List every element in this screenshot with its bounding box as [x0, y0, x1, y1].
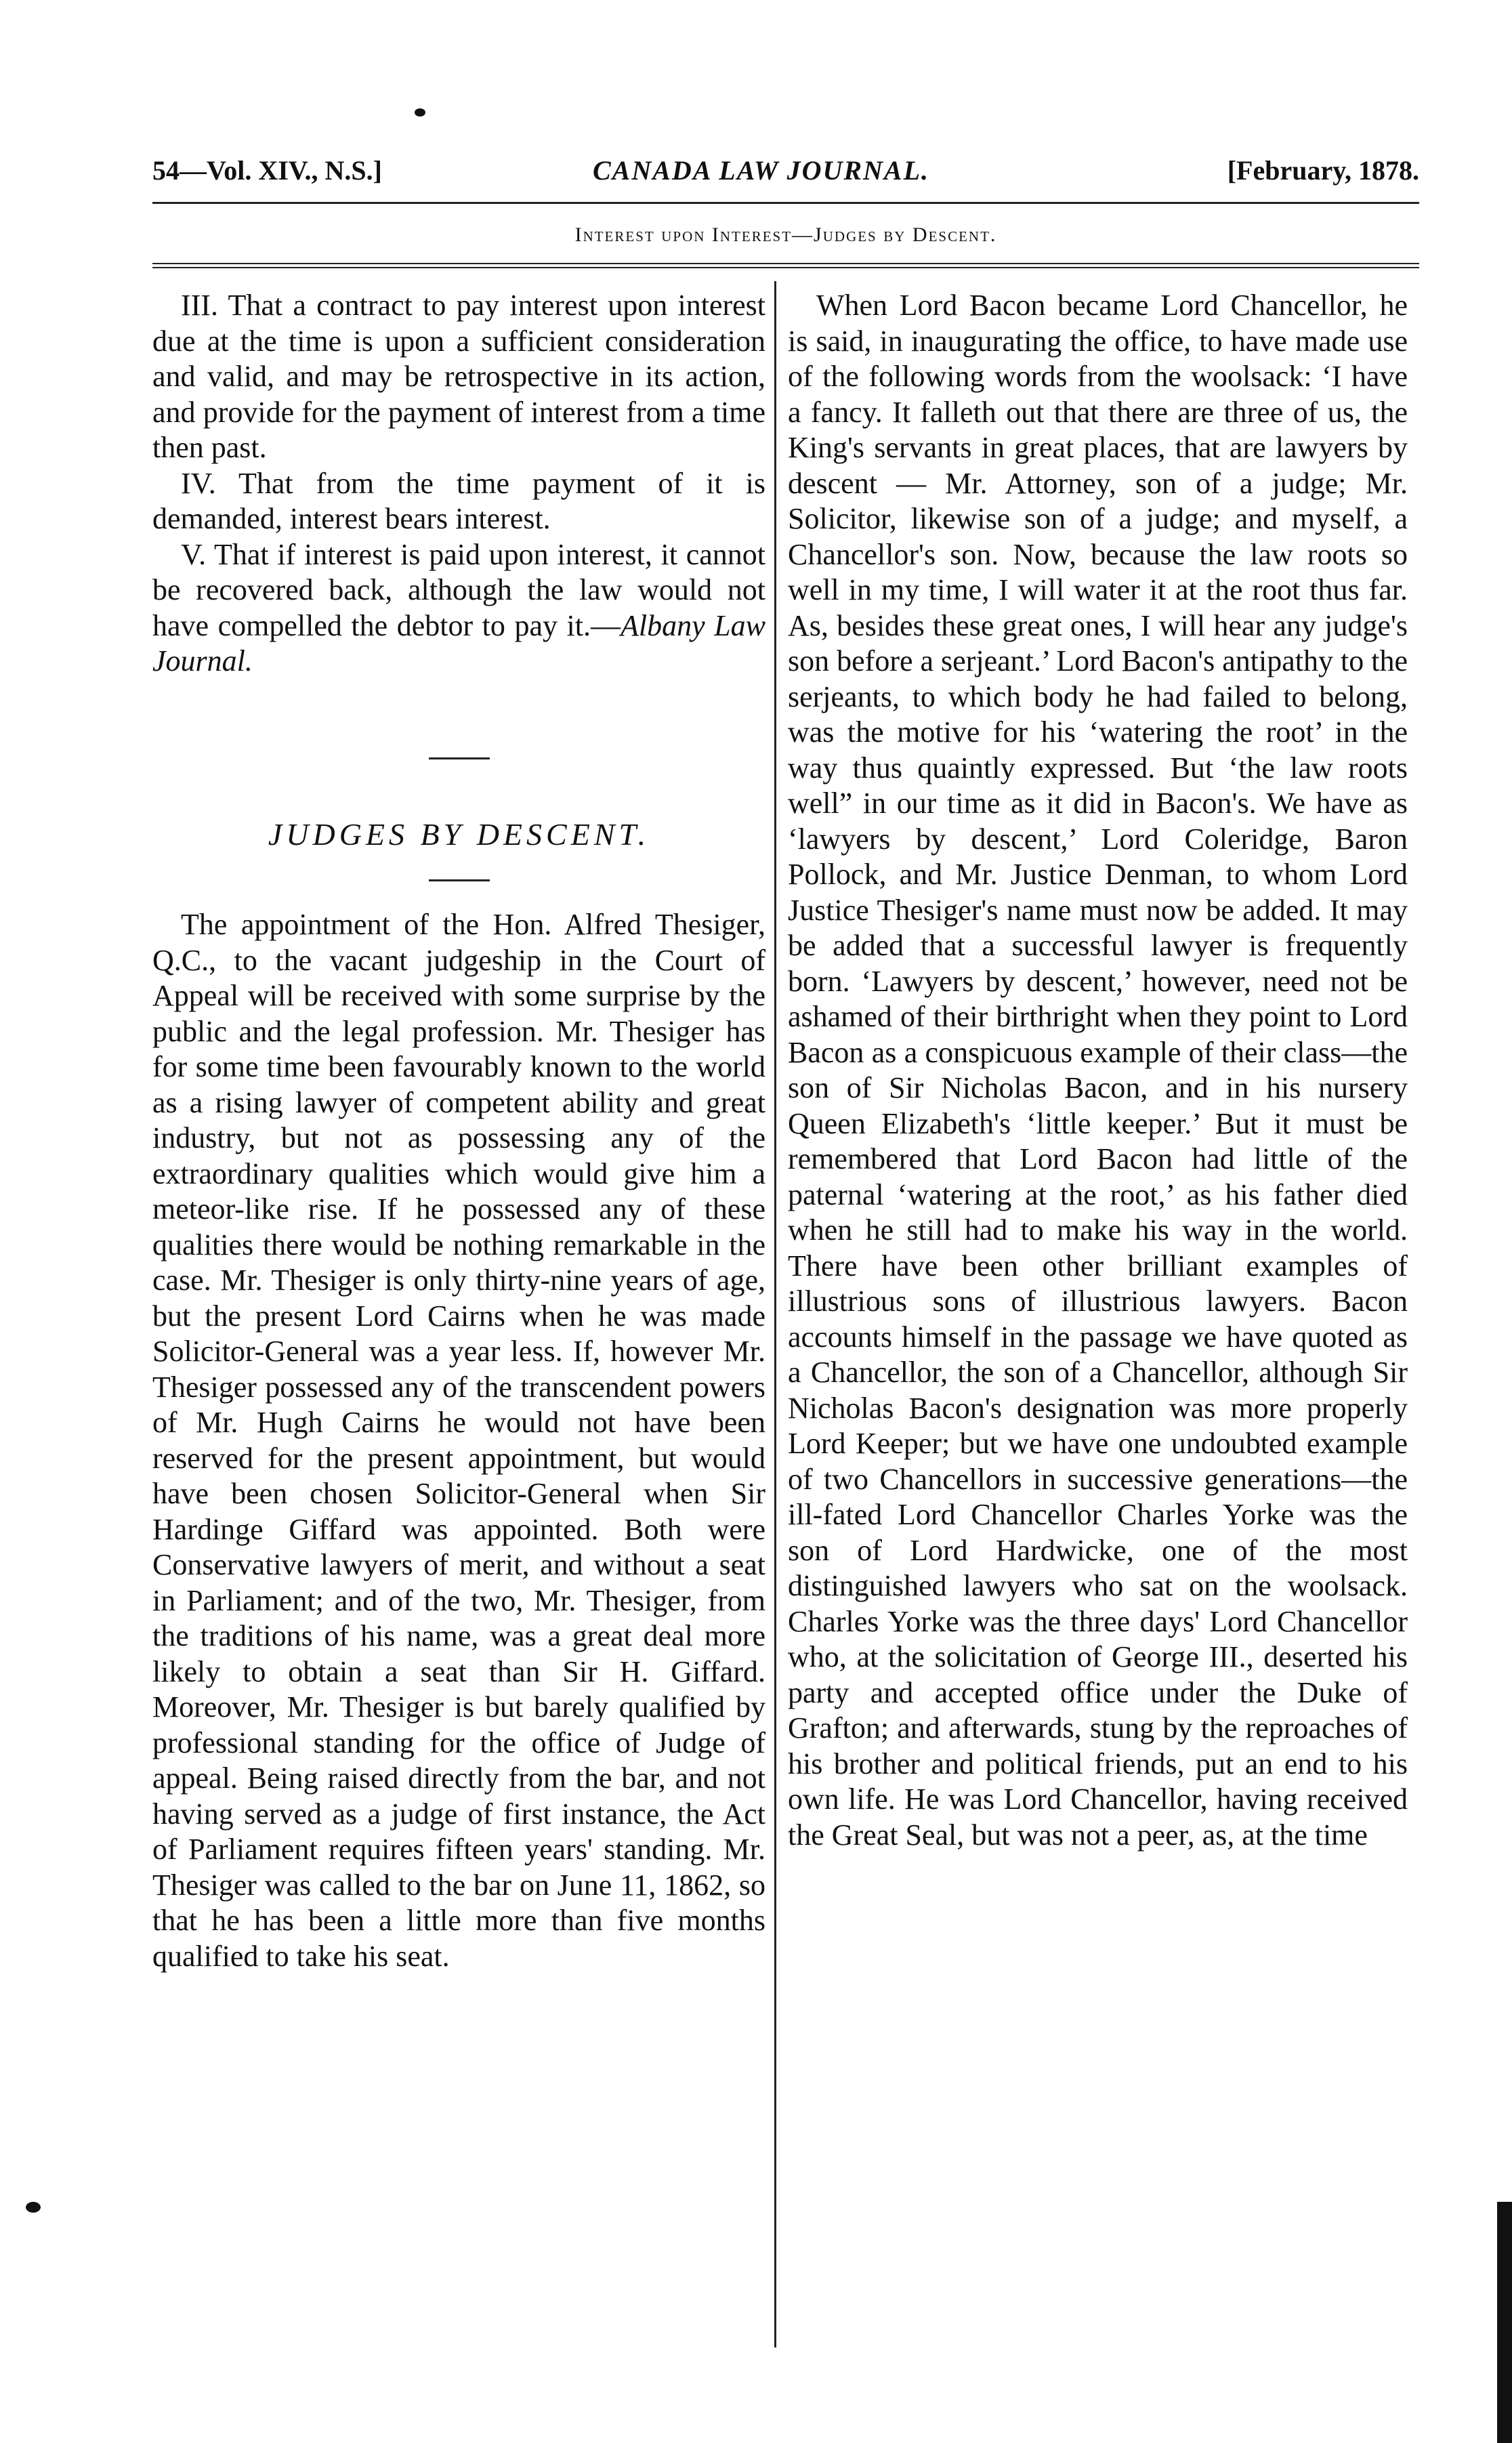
- journal-title: CANADA LAW JOURNAL.: [593, 155, 930, 186]
- column-divider: [774, 281, 776, 2347]
- ink-speck-top: [415, 108, 425, 117]
- running-head-double-rule-top: [152, 263, 1419, 264]
- paragraph-v-text: V. That if interest is paid upon interest, it cannot be recovered back, although the law would not have compelled the debtor to pay it.—: [152, 537, 765, 642]
- right-column: [788, 288, 1408, 1853]
- volume-page-label: 54—Vol. XIV., N.S.]: [152, 155, 382, 186]
- issue-date: [February, 1878.: [1227, 155, 1419, 186]
- running-head: Interest upon Interest—Judges by Descent.: [574, 224, 997, 246]
- paragraph-iii: III. That a contract to pay interest upon interest due at the time is upon a sufficient consideration and valid, and may be retrospective in its action, and provide for the payment of interest from a time then past.: [152, 289, 765, 464]
- paragraph-v: [152, 537, 765, 680]
- page-header: [152, 148, 1419, 195]
- article-title: JUDGES BY DESCENT.: [268, 816, 650, 852]
- ink-speck-margin: [26, 2202, 41, 2213]
- page-edge-shadow: [1497, 2202, 1512, 2443]
- paragraph-iv: IV. That from the time payment of it is demanded, interest bears interest.: [152, 466, 765, 535]
- source-citation: Albany Law Journal.: [152, 608, 766, 677]
- running-head-double-rule-bottom: [152, 267, 1419, 268]
- article-paragraph-1: The appointment of the Hon. Alfred Thesiger, Q.C., to the vacant judgeship in the Court of Appeal will be received with some surprise by the public and the legal profession. Mr. Thesiger has for some time been favourably known to the world as a rising lawyer of competent ability and great industry, but not as possessing any of the extraordinary qualities which would give him a meteor-like rise. If he possessed any of these qualities there would be nothing remarkable in the case. Mr. Thesiger is only thirty-nine years of age, but the present Lord Cairns when he was made Solicitor-General was a year less. If, however Mr. Thesiger possessed any of the transcendent powers of Mr. Hugh Cairns he would not have been reserved for the present appointment, but would have been chosen Solicitor-General when Sir Hardinge Giffard was appointed. Both were Conservative lawyers of merit, and without a seat in Parliament; and of the two, Mr. Thesiger, from the traditions of his name, was a great deal more likely to obtain a seat than Sir H. Giffard. Moreover, Mr. Thesiger is but barely qualified by professional standing for the office of Judge of appeal. Being raised directly from the bar, and not having served as a judge of first instance, the Act of Parliament requires fifteen years' standing. Mr. Thesiger was called to the bar on June 11, 1862, so that he has been a little more than five months qualified to take his seat.: [152, 908, 765, 1973]
- header-rule: [152, 202, 1419, 204]
- left-column: [152, 288, 765, 1974]
- article-paragraph-2: When Lord Bacon became Lord Chancellor, he is said, in inaugurating the office, to have made use of the following words from the woolsack: ‘I have a fancy. It falleth out that there are three of us, the King's servants in great places, that are lawyers by descent — Mr. Attorney, son of a judge; Mr. Solicitor, likewise son of a judge; and myself, a Chancellor's son. Now, because the law roots so well in my time, I will water it at the root thus far. As, besides these great ones, I will hear any judge's son before a serjeant.’ Lord Bacon's antipathy to the serjeants, to which body he had failed to belong, was the motive for his ‘watering the root’ in the way thus quaintly expressed. But ‘the law roots well” in our time as it did in Bacon's. We have as ‘lawyers by descent,’ Lord Coleridge, Baron Pollock, and Mr. Justice Denman, to whom Lord Justice Thesiger's name must now be added. It may be added that a successful lawyer is frequently born. ‘Lawyers by descent,’ however, need not be ashamed of their birthright when they point to Lord Bacon as a conspicuous example of their class—the son of Sir Nicholas Bacon, and in his nursery Queen Elizabeth's ‘little keeper.’ But it must be remembered that Lord Bacon had little of the paternal ‘watering at the root,’ as his father died when he still had to make his way in the world. There have been other brilliant examples of illustrious sons of illustrious lawyers. Bacon accounts himself in the passage we have quoted as a Chancellor, the son of a Chancellor, although Sir Nicholas Bacon's designation was more properly Lord Keeper; but we have one undoubted example of two Chancellors in successive generations—the ill-fated Lord Chancellor Charles Yorke was the son of Lord Hardwicke, one of the most distinguished lawyers who sat on the woolsack. Charles Yorke was the three days' Lord Chancellor who, at the solicitation of George III., deserted his party and accepted office under the Duke of Grafton; and afterwards, stung by the reproaches of his brother and political friends, put an end to his own life. He was Lord Chancellor, having received the Great Seal, but was not a peer, as, at the time: [788, 289, 1408, 1852]
